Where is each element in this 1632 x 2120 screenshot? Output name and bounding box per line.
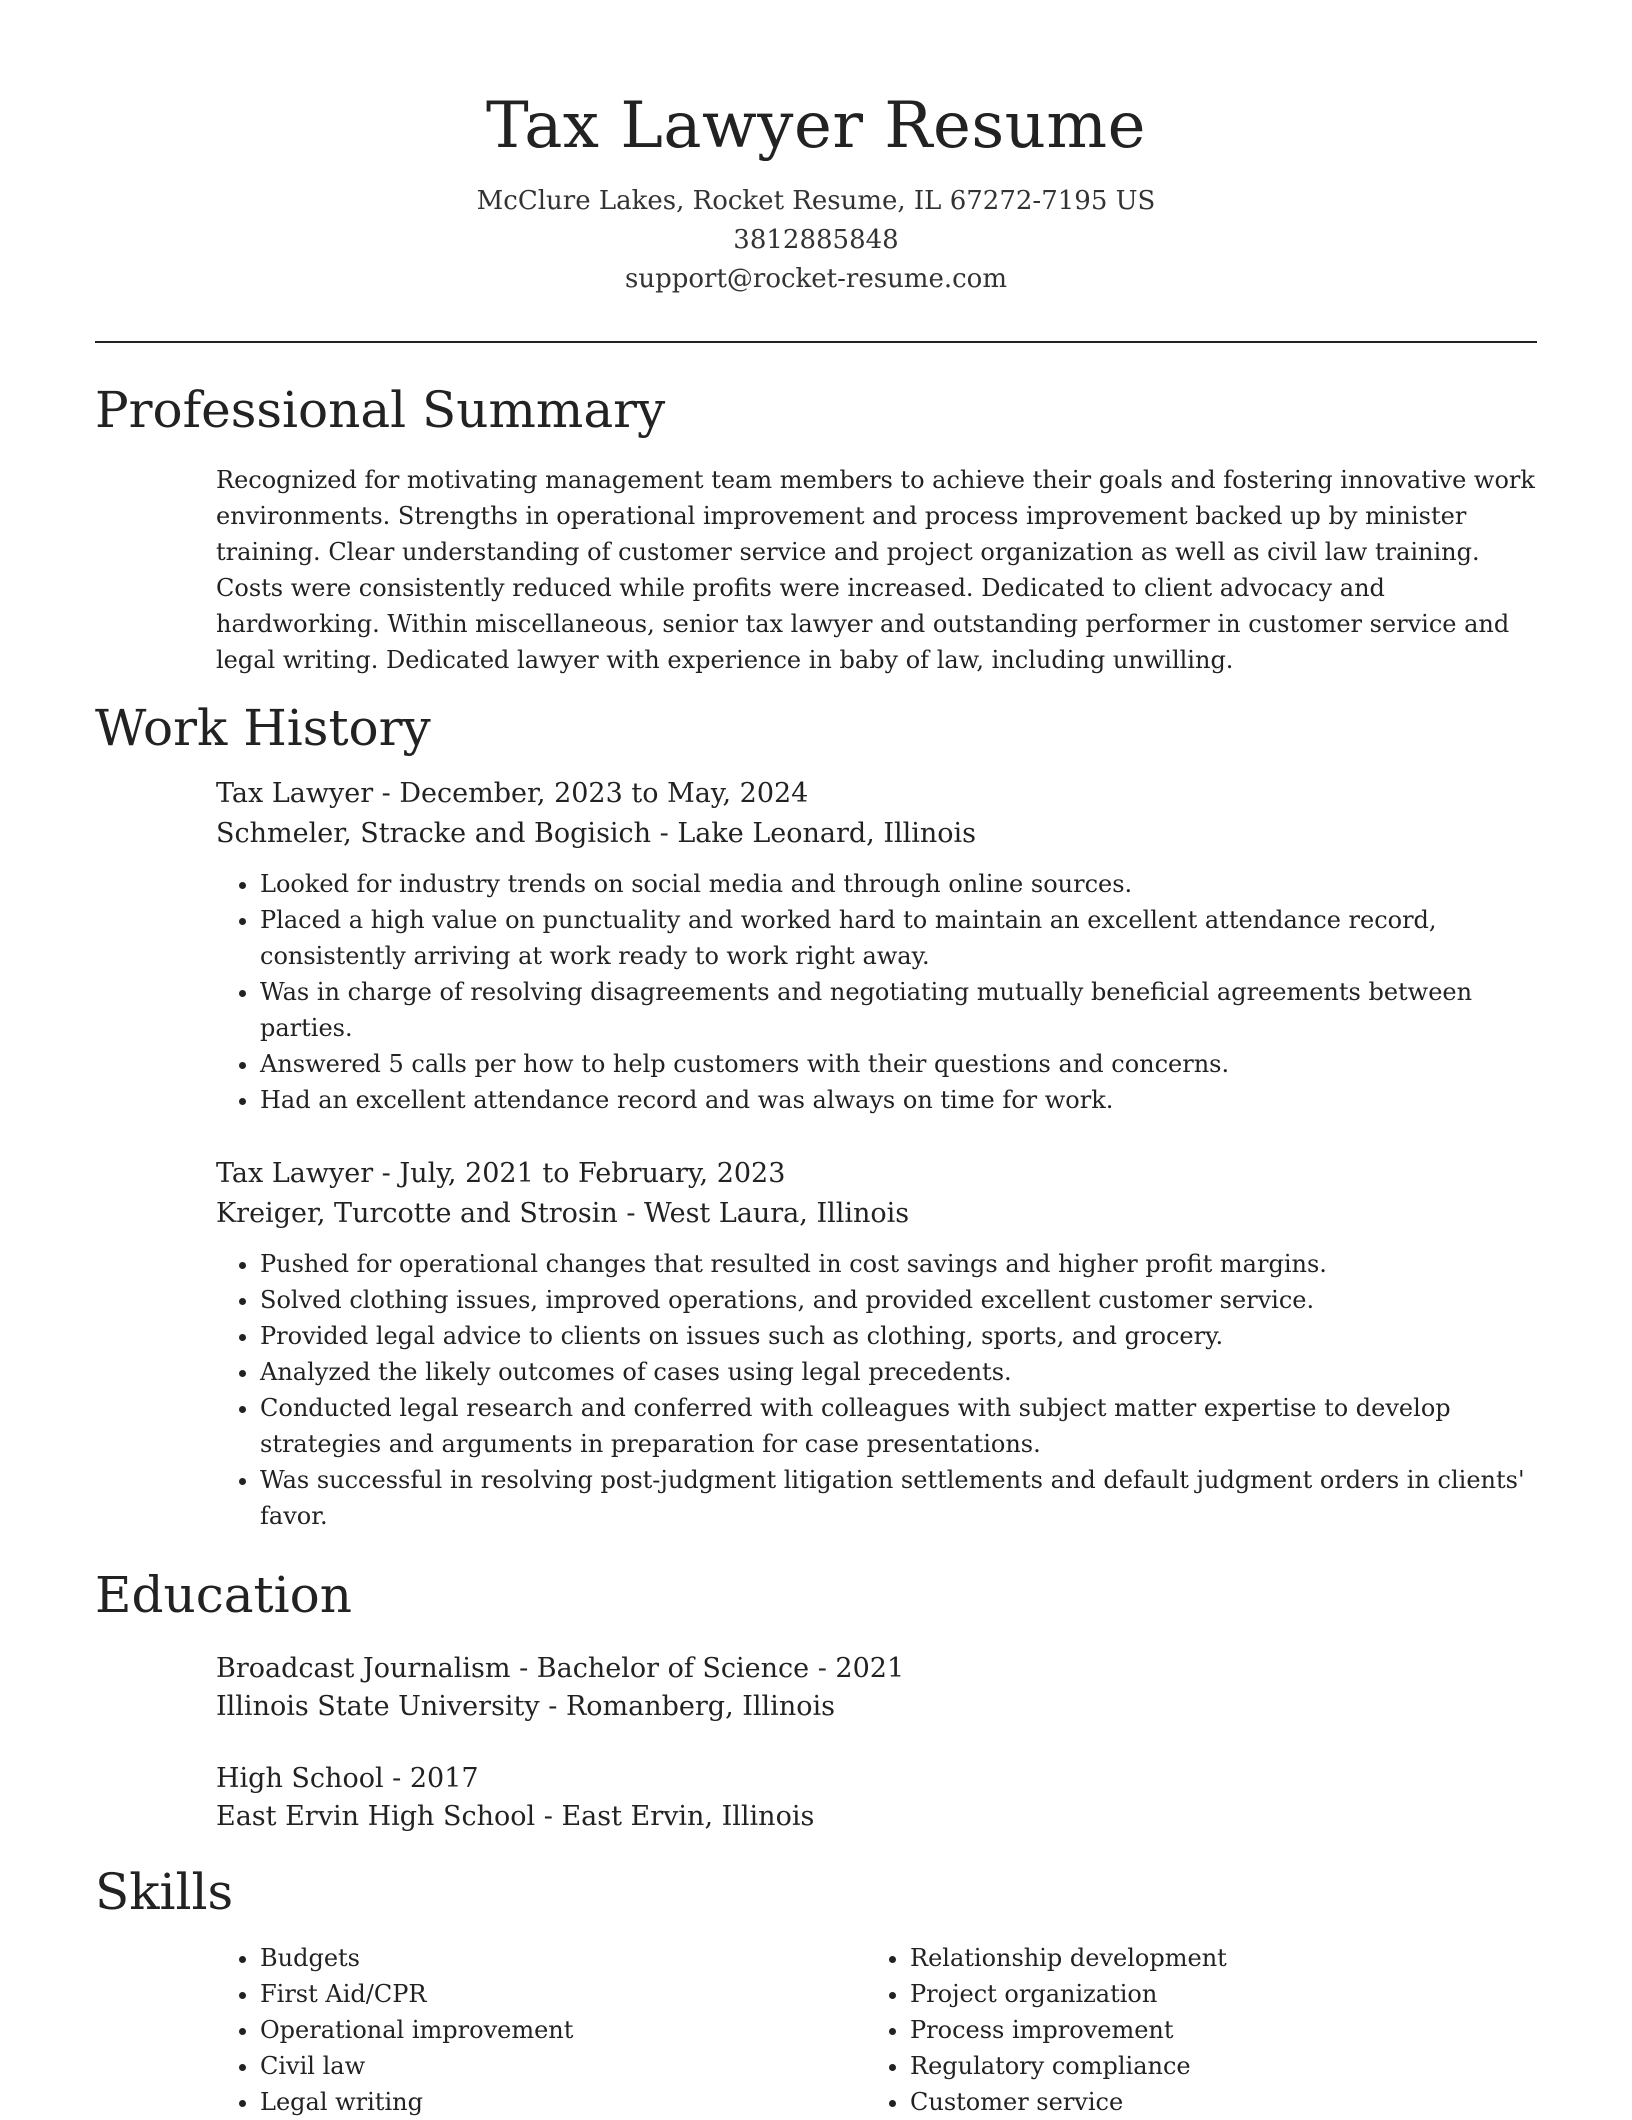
list-item: • Was successful in resolving post-judgment litigation settlements and default judgment orders in clients' favor.	[260, 1462, 1536, 1534]
contact-email: support@rocket-resume.com	[624, 264, 1007, 294]
list-item: • Regulatory compliance	[910, 2048, 1516, 2084]
skills-columns	[216, 1940, 1536, 2120]
list-item: • Relationship development	[910, 1940, 1516, 1976]
list-item: • Provided legal advice to clients on issues such as clothing, sports, and grocery.	[260, 1318, 1536, 1354]
company-name: Kreiger, Turcotte and Strosin	[216, 1198, 618, 1229]
degree-line: Broadcast Journalism - Bachelor of Science - 2021	[216, 1653, 905, 1684]
education-heading: Education	[95, 1566, 352, 1624]
skills-heading: Skills	[95, 1863, 234, 1921]
list-item: • Project organization	[910, 1976, 1516, 2012]
list-item: • Looked for industry trends on social media and through online sources.	[260, 866, 1536, 902]
list-item: • Placed a high value on punctuality and worked hard to maintain an excellent attendance record, consistently arriving at work ready to work right away.	[260, 902, 1536, 974]
list-item: • Had an excellent attendance record and was always on time for work.	[260, 1082, 1536, 1118]
list-item: • Operational improvement	[260, 2012, 866, 2048]
skills-list-right	[866, 1940, 1516, 2120]
list-item: • Budgets	[260, 1940, 866, 1976]
degree-line: High School - 2017	[216, 1763, 479, 1794]
job-duties	[216, 1246, 1536, 1534]
education-entry	[216, 1650, 1536, 1726]
list-item: • Solved clothing issues, improved operations, and provided excellent customer service.	[260, 1282, 1536, 1318]
job-company-line	[216, 814, 1536, 854]
education-entry	[216, 1760, 1536, 1836]
job-location: - West Laura, Illinois	[617, 1198, 910, 1229]
skills-list-left	[216, 1940, 866, 2120]
list-item: • Analyzed the likely outcomes of cases using legal precedents.	[260, 1354, 1536, 1390]
list-item: • Pushed for operational changes that resulted in cost savings and higher profit margins.	[260, 1246, 1536, 1282]
list-item: • First Aid/CPR	[260, 1976, 866, 2012]
list-item: • Conducted legal research and conferred with colleagues with subject matter expertise to develop strategies and arguments in preparation for case presentations.	[260, 1390, 1536, 1462]
school-name: Illinois State University	[216, 1691, 540, 1722]
summary-heading: Professional Summary	[95, 381, 666, 439]
company-name: Schmeler, Stracke and Bogisich	[216, 818, 652, 849]
job-entry	[216, 774, 1536, 1118]
job-title: Tax Lawyer - December, 2023 to May, 2024	[216, 778, 809, 809]
list-item: • Legal writing	[260, 2084, 866, 2120]
list-item: • Customer service	[910, 2084, 1516, 2120]
job-title: Tax Lawyer - July, 2021 to February, 2023	[216, 1158, 786, 1189]
work-history-heading: Work History	[95, 699, 431, 757]
list-item: • Was in charge of resolving disagreements and negotiating mutually beneficial agreements between parties.	[260, 974, 1536, 1046]
header-divider	[95, 341, 1537, 343]
school-location: - East Ervin, Illinois	[535, 1801, 815, 1832]
list-item: • Civil law	[260, 2048, 866, 2084]
list-item: • Answered 5 calls per how to help customers with their questions and concerns.	[260, 1046, 1536, 1082]
school-line	[216, 1798, 1536, 1836]
job-location: - Lake Leonard, Illinois	[651, 818, 977, 849]
school-location: - Romanberg, Illinois	[539, 1691, 835, 1722]
contact-phone: 3812885848	[733, 225, 899, 255]
job-company-line	[216, 1194, 1536, 1234]
contact-address: McClure Lakes, Rocket Resume, IL 67272-7195 US	[476, 186, 1156, 216]
list-item: • Process improvement	[910, 2012, 1516, 2048]
job-duties	[216, 866, 1536, 1118]
school-name: East Ervin High School	[216, 1801, 536, 1832]
school-line	[216, 1688, 1536, 1726]
job-entry	[216, 1154, 1536, 1534]
resume-title: Tax Lawyer Resume	[486, 89, 1146, 163]
summary-text: Recognized for motivating management team members to achieve their goals and fostering innovative work environments. Strengths in operational improvement and process improvement backed up by minister training. Clear understanding of customer service and project organization as well as civil law training. Costs were consistently reduced while profits were increased. Dedicated to client advocacy and hardworking. Within miscellaneous, senior tax lawyer and outstanding performer in customer service and legal writing. Dedicated lawyer with experience in baby of law, including unwilling.	[216, 466, 1535, 674]
resume-header	[95, 78, 1537, 299]
